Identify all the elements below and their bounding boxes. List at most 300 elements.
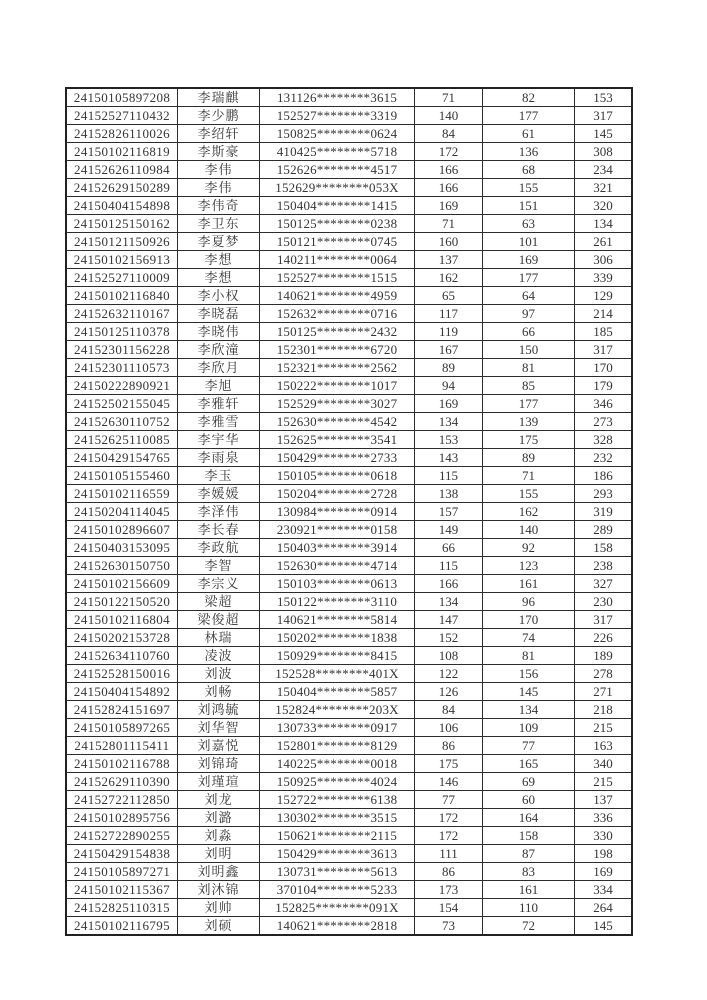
table-row <box>67 521 631 539</box>
cell-id-number: 152321********2562 <box>260 359 415 376</box>
cell-id-number: 152630********4542 <box>260 413 415 430</box>
table-row <box>67 269 631 287</box>
cell-name: 刘华智 <box>178 719 260 736</box>
cell-score-2: 82 <box>483 89 575 106</box>
cell-id-number: 152722********6138 <box>260 791 415 808</box>
cell-id-number: 140621********5814 <box>260 611 415 628</box>
cell-score-total: 238 <box>593 558 613 573</box>
cell-exam-number: 24152629150289 <box>67 179 178 196</box>
cell-score-total: 340 <box>593 756 613 771</box>
cell-id-number: 150122********3110 <box>260 593 415 610</box>
cell-exam-number: 24150105897208 <box>67 89 178 106</box>
cell-score-total: 232 <box>593 450 613 465</box>
cell-score-2: 71 <box>483 467 575 484</box>
table-row <box>67 377 631 395</box>
cell-name: 刘波 <box>178 665 260 682</box>
cell-name: 李卫东 <box>178 215 260 232</box>
cell-score-2: 109 <box>483 719 575 736</box>
cell-id-number: 152528********401X <box>260 665 415 682</box>
cell-id-number: 130302********3515 <box>260 809 415 826</box>
table-row <box>67 737 631 755</box>
cell-score-2: 69 <box>483 773 575 790</box>
cell-name: 李雅轩 <box>178 395 260 412</box>
cell-name: 李欣月 <box>178 359 260 376</box>
table-row <box>67 791 631 809</box>
cell-score-1: 146 <box>415 773 483 790</box>
cell-exam-number: 24150105897271 <box>67 863 178 880</box>
cell-name: 刘瑾瑄 <box>178 773 260 790</box>
cell-name: 梁俊超 <box>178 611 260 628</box>
cell-id-number: 150125********0238 <box>260 215 415 232</box>
cell-exam-number: 24152527110432 <box>67 107 178 124</box>
cell-exam-number: 24152528150016 <box>67 665 178 682</box>
cell-score-1: 166 <box>415 575 483 592</box>
table-row <box>67 863 631 881</box>
cell-id-number: 150929********8415 <box>260 647 415 664</box>
cell-score-total: 317 <box>593 342 613 357</box>
cell-score-total: 320 <box>593 198 613 213</box>
cell-name: 刘嘉悦 <box>178 737 260 754</box>
cell-exam-number: 24150204114045 <box>67 503 178 520</box>
cell-score-2: 83 <box>483 863 575 880</box>
cell-exam-number: 24152722890255 <box>67 827 178 844</box>
cell-score-2: 66 <box>483 323 575 340</box>
cell-id-number: 150222********1017 <box>260 377 415 394</box>
cell-score-1: 167 <box>415 341 483 358</box>
cell-score-1: 119 <box>415 323 483 340</box>
table-row <box>67 323 631 341</box>
cell-score-2: 60 <box>483 791 575 808</box>
cell-id-number: 140621********2818 <box>260 917 415 934</box>
cell-score-total: 271 <box>593 684 613 699</box>
cell-exam-number: 24150102896607 <box>67 521 178 538</box>
cell-name: 梁超 <box>178 593 260 610</box>
cell-exam-number: 24150404154892 <box>67 683 178 700</box>
table-row <box>67 701 631 719</box>
cell-id-number: 150621********2115 <box>260 827 415 844</box>
table-row <box>67 539 631 557</box>
cell-score-total: 234 <box>593 162 613 177</box>
cell-score-1: 89 <box>415 359 483 376</box>
cell-name: 刘沐锦 <box>178 881 260 898</box>
cell-id-number: 131126********3615 <box>260 89 415 106</box>
cell-score-2: 145 <box>483 683 575 700</box>
cell-score-2: 63 <box>483 215 575 232</box>
cell-id-number: 140225********0018 <box>260 755 415 772</box>
cell-score-1: 73 <box>415 917 483 934</box>
cell-exam-number: 24152634110760 <box>67 647 178 664</box>
cell-score-1: 138 <box>415 485 483 502</box>
cell-id-number: 130731********5613 <box>260 863 415 880</box>
cell-score-total: 289 <box>593 522 613 537</box>
cell-id-number: 130984********0914 <box>260 503 415 520</box>
cell-score-total: 215 <box>593 720 613 735</box>
table-row <box>67 251 631 269</box>
cell-score-total: 264 <box>593 900 613 915</box>
cell-name: 刘锦琦 <box>178 755 260 772</box>
cell-name: 刘帅 <box>178 899 260 916</box>
cell-id-number: 152629********053X <box>260 179 415 196</box>
cell-name: 李媛媛 <box>178 485 260 502</box>
cell-score-2: 161 <box>483 881 575 898</box>
table-row <box>67 215 631 233</box>
cell-id-number: 152527********1515 <box>260 269 415 286</box>
cell-name: 李少鹏 <box>178 107 260 124</box>
cell-exam-number: 24152826110026 <box>67 125 178 142</box>
cell-score-total: 153 <box>593 90 613 105</box>
cell-id-number: 150404********1415 <box>260 197 415 214</box>
cell-id-number: 152626********4517 <box>260 161 415 178</box>
cell-score-1: 172 <box>415 827 483 844</box>
cell-score-total: 214 <box>593 306 613 321</box>
cell-score-1: 66 <box>415 539 483 556</box>
cell-exam-number: 24152301110573 <box>67 359 178 376</box>
cell-score-total: 198 <box>593 846 613 861</box>
cell-score-1: 154 <box>415 899 483 916</box>
cell-score-total: 317 <box>593 108 613 123</box>
cell-score-1: 134 <box>415 593 483 610</box>
cell-score-total: 336 <box>593 810 613 825</box>
cell-score-1: 173 <box>415 881 483 898</box>
table-row <box>67 125 631 143</box>
cell-score-total: 185 <box>593 324 613 339</box>
cell-score-total: 230 <box>593 594 613 609</box>
score-table <box>65 87 633 936</box>
cell-score-total: 163 <box>593 738 613 753</box>
cell-id-number: 152801********8129 <box>260 737 415 754</box>
cell-exam-number: 24150122150520 <box>67 593 178 610</box>
cell-name: 李长春 <box>178 521 260 538</box>
cell-exam-number: 24150202153728 <box>67 629 178 646</box>
cell-score-total: 186 <box>593 468 613 483</box>
cell-score-2: 165 <box>483 755 575 772</box>
cell-score-2: 81 <box>483 359 575 376</box>
cell-score-1: 134 <box>415 413 483 430</box>
table-row <box>67 881 631 899</box>
cell-exam-number: 24150102156609 <box>67 575 178 592</box>
cell-score-1: 65 <box>415 287 483 304</box>
cell-id-number: 152630********4714 <box>260 557 415 574</box>
cell-score-1: 166 <box>415 179 483 196</box>
cell-exam-number: 24152626110984 <box>67 161 178 178</box>
cell-score-total: 129 <box>593 288 613 303</box>
cell-name: 刘硕 <box>178 917 260 934</box>
cell-score-1: 71 <box>415 215 483 232</box>
cell-score-2: 151 <box>483 197 575 214</box>
cell-score-1: 166 <box>415 161 483 178</box>
table-row <box>67 557 631 575</box>
cell-id-number: 150204********2728 <box>260 485 415 502</box>
cell-score-total: 169 <box>593 864 613 879</box>
cell-score-total: 273 <box>593 414 613 429</box>
cell-id-number: 140621********4959 <box>260 287 415 304</box>
cell-score-2: 177 <box>483 269 575 286</box>
cell-score-2: 74 <box>483 629 575 646</box>
cell-score-total: 308 <box>593 144 613 159</box>
cell-score-2: 164 <box>483 809 575 826</box>
cell-score-total: 134 <box>593 216 613 231</box>
table-row <box>67 359 631 377</box>
cell-score-1: 84 <box>415 701 483 718</box>
cell-name: 李政航 <box>178 539 260 556</box>
cell-score-2: 161 <box>483 575 575 592</box>
cell-score-total: 346 <box>593 396 613 411</box>
cell-id-number: 150429********3613 <box>260 845 415 862</box>
cell-id-number: 150105********0618 <box>260 467 415 484</box>
cell-name: 李伟奇 <box>178 197 260 214</box>
table-row <box>67 341 631 359</box>
cell-exam-number: 24150105155460 <box>67 467 178 484</box>
cell-id-number: 370104********5233 <box>260 881 415 898</box>
cell-name: 李晓伟 <box>178 323 260 340</box>
cell-id-number: 150825********0624 <box>260 125 415 142</box>
cell-score-2: 175 <box>483 431 575 448</box>
cell-score-total: 215 <box>593 774 613 789</box>
cell-exam-number: 24150403153095 <box>67 539 178 556</box>
cell-name: 李斯豪 <box>178 143 260 160</box>
cell-name: 刘明鑫 <box>178 863 260 880</box>
table-row <box>67 647 631 665</box>
cell-score-1: 115 <box>415 467 483 484</box>
cell-name: 李宗义 <box>178 575 260 592</box>
table-row <box>67 413 631 431</box>
cell-exam-number: 24152502155045 <box>67 395 178 412</box>
cell-id-number: 150404********5857 <box>260 683 415 700</box>
table-row <box>67 755 631 773</box>
cell-name: 李雅雪 <box>178 413 260 430</box>
cell-score-2: 158 <box>483 827 575 844</box>
cell-score-2: 134 <box>483 701 575 718</box>
cell-id-number: 152632********0716 <box>260 305 415 322</box>
cell-exam-number: 24150121150926 <box>67 233 178 250</box>
cell-score-total: 293 <box>593 486 613 501</box>
cell-score-2: 150 <box>483 341 575 358</box>
cell-exam-number: 24150404154898 <box>67 197 178 214</box>
cell-score-total: 330 <box>593 828 613 843</box>
cell-name: 李想 <box>178 251 260 268</box>
cell-exam-number: 24150102116840 <box>67 287 178 304</box>
table-row <box>67 467 631 485</box>
cell-exam-number: 24152825110315 <box>67 899 178 916</box>
cell-score-total: 145 <box>593 918 613 933</box>
table-row <box>67 143 631 161</box>
cell-score-1: 117 <box>415 305 483 322</box>
cell-score-2: 140 <box>483 521 575 538</box>
cell-score-2: 61 <box>483 125 575 142</box>
cell-score-2: 64 <box>483 287 575 304</box>
table-row <box>67 449 631 467</box>
cell-name: 李泽伟 <box>178 503 260 520</box>
cell-exam-number: 24150429154765 <box>67 449 178 466</box>
cell-score-1: 160 <box>415 233 483 250</box>
cell-id-number: 410425********5718 <box>260 143 415 160</box>
table-row <box>67 575 631 593</box>
cell-score-2: 85 <box>483 377 575 394</box>
cell-score-total: 170 <box>593 360 613 375</box>
cell-id-number: 140211********0064 <box>260 251 415 268</box>
cell-name: 李伟 <box>178 161 260 178</box>
table-row <box>67 503 631 521</box>
cell-exam-number: 24152824151697 <box>67 701 178 718</box>
cell-score-1: 77 <box>415 791 483 808</box>
cell-score-1: 137 <box>415 251 483 268</box>
cell-name: 刘明 <box>178 845 260 862</box>
cell-score-1: 126 <box>415 683 483 700</box>
cell-score-total: 226 <box>593 630 613 645</box>
cell-id-number: 152529********3027 <box>260 395 415 412</box>
table-row <box>67 287 631 305</box>
cell-score-total: 137 <box>593 792 613 807</box>
cell-id-number: 150925********4024 <box>260 773 415 790</box>
cell-exam-number: 24150102895756 <box>67 809 178 826</box>
cell-score-1: 175 <box>415 755 483 772</box>
table-row <box>67 233 631 251</box>
cell-score-2: 177 <box>483 395 575 412</box>
cell-name: 李晓磊 <box>178 305 260 322</box>
cell-score-total: 328 <box>593 432 613 447</box>
cell-id-number: 152301********6720 <box>260 341 415 358</box>
cell-exam-number: 24150429154838 <box>67 845 178 862</box>
cell-score-2: 155 <box>483 485 575 502</box>
table-row <box>67 683 631 701</box>
cell-score-2: 97 <box>483 305 575 322</box>
cell-score-total: 339 <box>593 270 613 285</box>
cell-exam-number: 24152801115411 <box>67 737 178 754</box>
table-row <box>67 107 631 125</box>
cell-name: 李夏梦 <box>178 233 260 250</box>
table-row <box>67 629 631 647</box>
table-row <box>67 161 631 179</box>
cell-name: 刘潞 <box>178 809 260 826</box>
cell-exam-number: 24150102116819 <box>67 143 178 160</box>
cell-score-2: 170 <box>483 611 575 628</box>
cell-name: 李智 <box>178 557 260 574</box>
cell-score-2: 89 <box>483 449 575 466</box>
cell-name: 刘畅 <box>178 683 260 700</box>
cell-score-total: 158 <box>593 540 613 555</box>
cell-name: 林瑞 <box>178 629 260 646</box>
cell-score-2: 123 <box>483 557 575 574</box>
table-row <box>67 845 631 863</box>
cell-exam-number: 24150102116804 <box>67 611 178 628</box>
cell-score-1: 149 <box>415 521 483 538</box>
table-row <box>67 89 631 107</box>
cell-name: 凌波 <box>178 647 260 664</box>
cell-name: 李欣潼 <box>178 341 260 358</box>
cell-exam-number: 24152630110752 <box>67 413 178 430</box>
cell-id-number: 150429********2733 <box>260 449 415 466</box>
cell-score-1: 71 <box>415 89 483 106</box>
cell-name: 李小权 <box>178 287 260 304</box>
cell-score-2: 87 <box>483 845 575 862</box>
table-row <box>67 809 631 827</box>
cell-exam-number: 24150125150162 <box>67 215 178 232</box>
cell-exam-number: 24152301156228 <box>67 341 178 358</box>
cell-score-2: 169 <box>483 251 575 268</box>
cell-id-number: 230921********0158 <box>260 521 415 538</box>
cell-id-number: 150403********3914 <box>260 539 415 556</box>
cell-score-1: 169 <box>415 197 483 214</box>
cell-score-1: 162 <box>415 269 483 286</box>
cell-score-1: 86 <box>415 737 483 754</box>
cell-exam-number: 24150125110378 <box>67 323 178 340</box>
cell-exam-number: 24152632110167 <box>67 305 178 322</box>
cell-score-1: 86 <box>415 863 483 880</box>
cell-exam-number: 24150222890921 <box>67 377 178 394</box>
cell-exam-number: 24150105897265 <box>67 719 178 736</box>
cell-score-1: 106 <box>415 719 483 736</box>
cell-score-2: 77 <box>483 737 575 754</box>
cell-exam-number: 24152527110009 <box>67 269 178 286</box>
cell-exam-number: 24150102115367 <box>67 881 178 898</box>
cell-name: 李宇华 <box>178 431 260 448</box>
cell-name: 刘鸿毓 <box>178 701 260 718</box>
cell-name: 李想 <box>178 269 260 286</box>
cell-score-1: 94 <box>415 377 483 394</box>
cell-name: 李雨泉 <box>178 449 260 466</box>
cell-score-2: 81 <box>483 647 575 664</box>
cell-name: 李绍轩 <box>178 125 260 142</box>
cell-exam-number: 24150102156913 <box>67 251 178 268</box>
cell-score-2: 136 <box>483 143 575 160</box>
cell-score-2: 110 <box>483 899 575 916</box>
table-row <box>67 611 631 629</box>
cell-id-number: 150121********0745 <box>260 233 415 250</box>
cell-name: 刘淼 <box>178 827 260 844</box>
table-row <box>67 773 631 791</box>
cell-score-2: 162 <box>483 503 575 520</box>
cell-exam-number: 24150102116795 <box>67 917 178 934</box>
cell-score-total: 306 <box>593 252 613 267</box>
cell-id-number: 152625********3541 <box>260 431 415 448</box>
cell-score-2: 68 <box>483 161 575 178</box>
table-row <box>67 305 631 323</box>
cell-score-total: 321 <box>593 180 613 195</box>
table-row <box>67 899 631 917</box>
cell-name: 李伟 <box>178 179 260 196</box>
table-row <box>67 719 631 737</box>
table-row <box>67 917 631 934</box>
table-row <box>67 179 631 197</box>
cell-score-1: 111 <box>415 845 483 862</box>
cell-score-2: 72 <box>483 917 575 934</box>
cell-score-total: 218 <box>593 702 613 717</box>
table-row <box>67 593 631 611</box>
table-row <box>67 665 631 683</box>
cell-id-number: 150103********0613 <box>260 575 415 592</box>
cell-id-number: 152527********3319 <box>260 107 415 124</box>
cell-name: 李旭 <box>178 377 260 394</box>
cell-score-total: 334 <box>593 882 613 897</box>
cell-score-total: 189 <box>593 648 613 663</box>
cell-score-1: 147 <box>415 611 483 628</box>
cell-id-number: 150125********2432 <box>260 323 415 340</box>
cell-name: 刘龙 <box>178 791 260 808</box>
cell-score-1: 172 <box>415 143 483 160</box>
cell-exam-number: 24152630150750 <box>67 557 178 574</box>
cell-score-2: 155 <box>483 179 575 196</box>
cell-score-1: 152 <box>415 629 483 646</box>
cell-name: 李玉 <box>178 467 260 484</box>
cell-score-total: 261 <box>593 234 613 249</box>
cell-score-total: 319 <box>593 504 613 519</box>
table-row <box>67 827 631 845</box>
table-row <box>67 197 631 215</box>
cell-id-number: 130733********0917 <box>260 719 415 736</box>
cell-exam-number: 24150102116559 <box>67 485 178 502</box>
cell-exam-number: 24150102116788 <box>67 755 178 772</box>
cell-score-total: 278 <box>593 666 613 681</box>
